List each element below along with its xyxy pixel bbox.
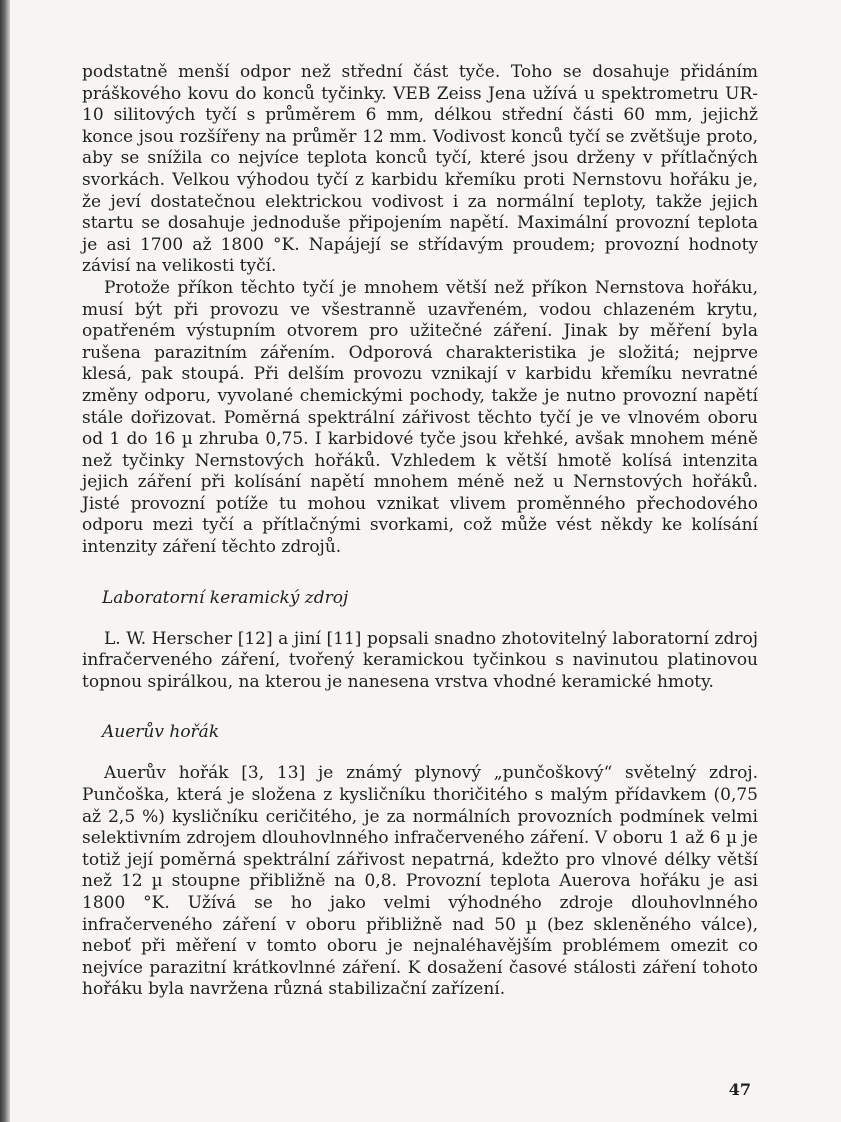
paragraph-ceramic-source: L. W. Herscher [12] a jiní [11] popsali snadno zhotovitelný laboratorní zdroj infračerveného záření, tvořený keramickou tyčinkou s navinutou platinovou topnou spirálkou, na kterou je nanesena vrstva vhodné keramické hmoty. (82, 628, 758, 692)
section-heading-ceramic-source: Laboratorní keramický zdroj (102, 587, 349, 608)
section-heading-auer-burner: Auerův hořák (102, 722, 220, 743)
paragraph-continuation: podstatně menší odpor než střední část tyče. Toho se dosahuje přidáním práškového kovu do konců tyčinky. VEB Zeiss Jena užívá u spektrometru UR-10 silitových tyčí s průměrem 6 mm, délkou střední části 60 mm, jejichž konce jsou rozšířeny na průměr 12 mm. Vodivost konců tyčí se zvětšuje proto, aby se snížila co nejvíce teplota konců tyčí, které jsou drženy v přítlačných svorkách. Velkou výhodou tyčí z karbidu křemíku proti Nernstovu hořáku je, že jeví dostatečnou elektrickou vodivost i za normální teploty, takže jejich startu se dosahuje jednoduše připojením napětí. Maximální provozní teplota je asi 1700 až 1800 °K. Napájejí se střídavým proudem; provozní hodnoty závisí na velikosti tyčí. (82, 62, 758, 277)
page-body (82, 62, 758, 1001)
paragraph-silicon-carbide: Protože příkon těchto tyčí je mnohem větší než příkon Nernstova hořáku, musí být při provozu ve všestranně uzavřeném, vodou chlazeném krytu, opatřeném výstupním otvorem pro užitečné záření. Jinak by měření byla rušena parazitním zářením. Odporová charakteristika je složitá; nejprve klesá, pak stoupá. Při delším provozu vznikají v karbidu křemíku nevratné změny odporu, vyvolané chemickými pochody, takže je nutno provozní napětí stále dořizovat. Poměrná spektrální zářivost těchto tyčí je ve vlnovém oboru od 1 do 16 µ zhruba 0,75. I karbidové tyče jsou křehké, avšak mnohem méně než tyčinky Nernstových hořáků. Vzhledem k větší hmotě kolísá intenzita jejich záření při kolísání napětí mnohem méně než u Nernstových hořáků. Jisté provozní potíže tu mohou vznikat vlivem proměnného přechodového odporu mezi tyčí a přítlačnými svorkami, což může vést někdy ke kolísání intenzity záření těchto zdrojů. (82, 277, 758, 558)
binding-shadow (0, 0, 10, 1122)
page-number: 47 (728, 1080, 751, 1099)
paragraph-auer-burner: Auerův hořák [3, 13] je známý plynový „punčoškový“ světelný zdroj. Punčoška, která je složena z kysličníku thoričitého s malým přídavkem (0,75 až 2,5 %) kysličníku ceričitého, je za normálních provozních podmínek velmi selektivním zdrojem dlouhovlnného infračerveného záření. V oboru 1 až 6 µ je totiž její poměrná spektrální zářivost nepatrná, kdežto pro vlnové délky větší než 12 µ stoupne přibližně na 0,8. Provozní teplota Auerova hořáku je asi 1800 °K. Užívá se ho jako velmi výhodného zdroje dlouhovlnného infračerveného záření v oboru přibližně nad 50 µ (bez skleněného válce), neboť při měření v tomto oboru je nejnaléhavějším problémem omezit co nejvíce parazitní krátkovlnné záření. K dosažení časové stálosti záření tohoto hořáku byla navržena různá stabilizační zařízení. (82, 763, 758, 1000)
